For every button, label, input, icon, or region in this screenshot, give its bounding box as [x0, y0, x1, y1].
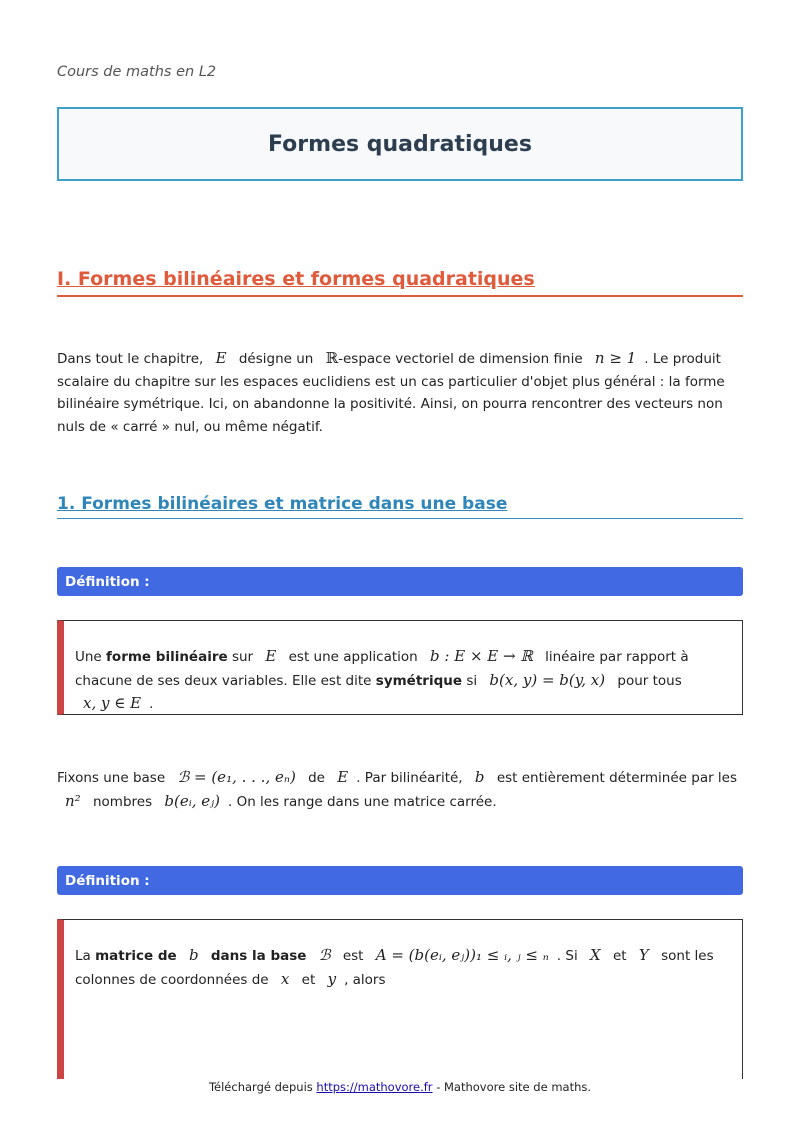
- basis-text-4: est entièrement déterminée par les: [496, 770, 738, 786]
- subsection-heading-text: 1. Formes bilinéaires et matrice dans une base: [57, 494, 508, 514]
- page-title: Formes quadratiques: [268, 131, 532, 157]
- math-b-ei-ej: b(eᵢ, eⱼ): [164, 791, 220, 810]
- math-b-map: b : E × E → ℝ: [430, 647, 533, 665]
- basis-paragraph: [57, 766, 743, 813]
- footer-suffix: - Mathovore site de maths.: [436, 1080, 592, 1094]
- def1-text-2: sur: [231, 649, 254, 665]
- def1-text-7: .: [149, 696, 154, 712]
- math-n-squared: n²: [65, 791, 81, 810]
- def1-bold-term: forme bilinéaire: [106, 649, 228, 665]
- basis-text-5: nombres: [92, 793, 153, 810]
- math-x-y-in-E: x, y ∈ E: [83, 694, 142, 712]
- footer-link[interactable]: https://mathovore.fr: [316, 1080, 433, 1094]
- course-label: Cours de maths en L2: [57, 64, 217, 80]
- intro-text-3: -espace vectoriel de dimension finie: [338, 351, 583, 367]
- math-basis-symbol: ℬ: [318, 946, 331, 964]
- math-E: E: [265, 647, 277, 665]
- math-symmetry: b(x, y) = b(y, x): [489, 670, 606, 689]
- math-b: b: [474, 768, 485, 786]
- math-b: b: [188, 946, 199, 964]
- math-E: E: [215, 349, 227, 367]
- math-R: ℝ: [325, 349, 339, 367]
- footer-prefix: Téléchargé depuis: [208, 1080, 313, 1094]
- def2-text-2: est: [342, 948, 364, 964]
- def1-text-1: Une: [75, 649, 102, 665]
- math-y: y: [327, 969, 337, 988]
- definition-box: [57, 620, 743, 715]
- def2-text-5: sont les colonnes de coordonnées de: [75, 948, 714, 988]
- math-Y: Y: [638, 946, 649, 964]
- def2-bold-in-basis: dans la base: [210, 948, 307, 964]
- def2-text-3: . Si: [556, 948, 578, 964]
- math-X: X: [590, 946, 601, 964]
- basis-text-3: . Par bilinéarité,: [356, 770, 463, 786]
- definition-label: Définition :: [65, 573, 150, 590]
- def2-text-7: , alors: [344, 971, 386, 988]
- def2-text-1: La: [75, 948, 91, 964]
- title-box: [57, 107, 743, 181]
- def1-text-5: si: [466, 672, 478, 689]
- intro-text-4: . Le produit scalaire du chapitre sur les espaces euclidiens est un cas particulier d'objet plus général : la forme bilinéaire symétrique. Ici, on abandonne la positivité. Ainsi, on pourra rencontrer des vecteurs non nuls de « carré » nul, ou même négatif.: [57, 351, 725, 435]
- def1-text-4: linéaire par rapport à chacune de ses deux variables. Elle est dite: [75, 649, 689, 689]
- page-footer: [0, 1080, 800, 1094]
- def2-bold-matrix-of: matrice de: [95, 948, 177, 964]
- math-basis: ℬ = (e₁, . . ., eₙ): [177, 768, 296, 786]
- intro-paragraph: [57, 347, 743, 438]
- section-heading-text: I. Formes bilinéaires et formes quadratiques: [57, 268, 535, 290]
- def1-bold-symmetric: symétrique: [375, 672, 463, 689]
- math-E: E: [337, 768, 349, 786]
- def1-text-6: pour tous: [617, 672, 682, 689]
- basis-text-2: de: [308, 770, 325, 786]
- def1-text-3: est une application: [288, 649, 418, 665]
- basis-text-6: . On les range dans une matrice carrée.: [228, 793, 497, 810]
- math-matrix-A: A = (b(eᵢ, eⱼ))₁ ≤ ᵢ, ⱼ ≤ ₙ: [375, 946, 549, 964]
- definition-label-bar: [57, 866, 743, 895]
- basis-text-1: Fixons une base: [57, 770, 166, 786]
- section-heading: [57, 268, 743, 297]
- definition-label-bar: [57, 567, 743, 596]
- def2-text-4: et: [612, 948, 627, 964]
- subsection-heading: [57, 494, 743, 519]
- definition-box: [57, 919, 743, 1079]
- math-n-ge-1: n ≥ 1: [594, 349, 637, 367]
- def2-text-6: et: [301, 971, 316, 988]
- math-x: x: [280, 969, 290, 988]
- intro-text-2: désigne un: [238, 351, 314, 367]
- definition-label: Définition :: [65, 872, 150, 889]
- intro-text-1: Dans tout le chapitre,: [57, 351, 204, 367]
